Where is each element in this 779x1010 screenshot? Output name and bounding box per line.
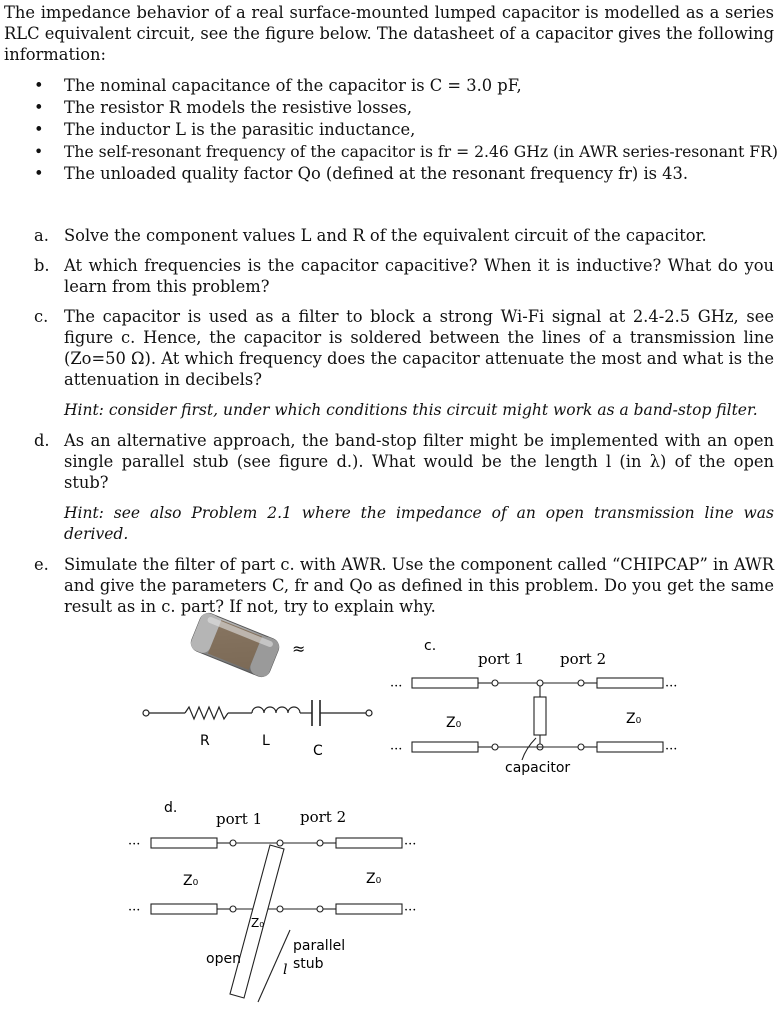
figure-d bbox=[128, 800, 416, 1002]
bullet-icon: • bbox=[34, 164, 44, 183]
list-item: • The resistor R models the resistive losses, bbox=[34, 98, 413, 117]
c-label: C bbox=[313, 743, 323, 759]
figure-c-dots: ··· bbox=[390, 679, 403, 694]
bullet-icon: • bbox=[34, 98, 44, 117]
question-e: e. Simulate the filter of part c. with AWR. Use the component called “CHIPCAP” in AWR and give the parameters C, fr and Qo as defined in this problem. Do you get the same result as in c. part? If not, try to explain why. bbox=[34, 555, 774, 616]
question-a: a. Solve the component values L and R of the equivalent circuit of the capacitor. bbox=[34, 226, 707, 245]
list-item: • The inductor L is the parasitic inductance, bbox=[34, 120, 416, 139]
figure-d-z-left: Z₀ bbox=[183, 873, 199, 889]
figure-d-port2: port 2 bbox=[300, 808, 347, 826]
figure-c-title: c. bbox=[424, 638, 437, 654]
l-label: L bbox=[262, 733, 270, 749]
figure-c-port1: port 1 bbox=[478, 650, 525, 668]
figure-d-dots: ··· bbox=[404, 903, 417, 918]
bullet-icon: • bbox=[34, 120, 44, 139]
figure-c-dots: ··· bbox=[665, 742, 678, 757]
bullet-icon: • bbox=[34, 76, 44, 95]
figure-c-dots: ··· bbox=[665, 679, 678, 694]
list-item: • The self-resonant frequency of the capacitor is fr = 2.46 GHz (in AWR series-resonant FR) bbox=[34, 143, 778, 161]
figure-c-z-right: Z₀ bbox=[626, 711, 642, 727]
figure-c-port2: port 2 bbox=[560, 650, 607, 668]
hint-c: Hint: consider first, under which conditions this circuit might work as a band-stop filter. bbox=[64, 401, 758, 419]
figure-d-z-right: Z₀ bbox=[366, 871, 382, 887]
question-d: d. As an alternative approach, the band-stop filter might be implemented with an open single parallel stub (see figure d.). What would be the length l (in λ) of the open stub? Hint: see also Problem 2.1 where the impedance of an open transmission line was derived. bbox=[34, 431, 774, 543]
figure-d-dots: ··· bbox=[404, 837, 417, 852]
rlc-circuit bbox=[143, 700, 372, 726]
r-label: R bbox=[200, 733, 210, 749]
question-c: c. The capacitor is used as a filter to block a strong Wi-Fi signal at 2.4-2.5 GHz, see figure c. Hence, the capacitor is soldered between the lines of a transmission line (Zo=50 Ω). At which frequency does the capacitor attenuate the most and what is the attenuation in decibels? Hint: consider first, under which conditions this circuit might work as a band-stop filter. bbox=[34, 307, 774, 419]
figure-d-stub-label: stub bbox=[293, 956, 324, 972]
bullet-icon: • bbox=[34, 143, 44, 161]
figure-c-dots: ··· bbox=[390, 742, 403, 757]
question-b: b. At which frequencies is the capacitor capacitive? When it is inductive? What do you learn from this problem? bbox=[34, 256, 774, 296]
figure-d-length-label: l bbox=[283, 962, 288, 978]
figure-c-z-left: Z₀ bbox=[446, 715, 462, 731]
figure-d-dots: ··· bbox=[128, 903, 141, 918]
figure-d-title: d. bbox=[164, 800, 178, 816]
hint-d: Hint: see also Problem 2.1 where the impedance of an open transmission line was derived. bbox=[64, 504, 774, 543]
figure-d-open-label: open bbox=[206, 951, 241, 967]
chip-capacitor-image bbox=[189, 611, 282, 680]
figure-c bbox=[390, 638, 677, 776]
list-item: • The unloaded quality factor Qo (defined at the resonant frequency fr) is 43. bbox=[34, 164, 689, 183]
intro-paragraph: The impedance behavior of a real surface-mounted lumped capacitor is modelled as a series RLC equivalent circuit, see the figure below. The datasheet of a capacitor gives the following information: bbox=[4, 3, 774, 64]
figure-d-stub-label: parallel bbox=[293, 938, 346, 954]
list-item: • The nominal capacitance of the capacitor is C = 3.0 pF, bbox=[34, 76, 522, 95]
figure-c-capacitor-label: capacitor bbox=[505, 760, 571, 776]
approx-symbol: ≈ bbox=[292, 639, 306, 658]
figure-d-z-stub: Z₀ bbox=[251, 916, 265, 930]
figure-d-port1: port 1 bbox=[216, 810, 263, 828]
figure-d-dots: ··· bbox=[128, 837, 141, 852]
